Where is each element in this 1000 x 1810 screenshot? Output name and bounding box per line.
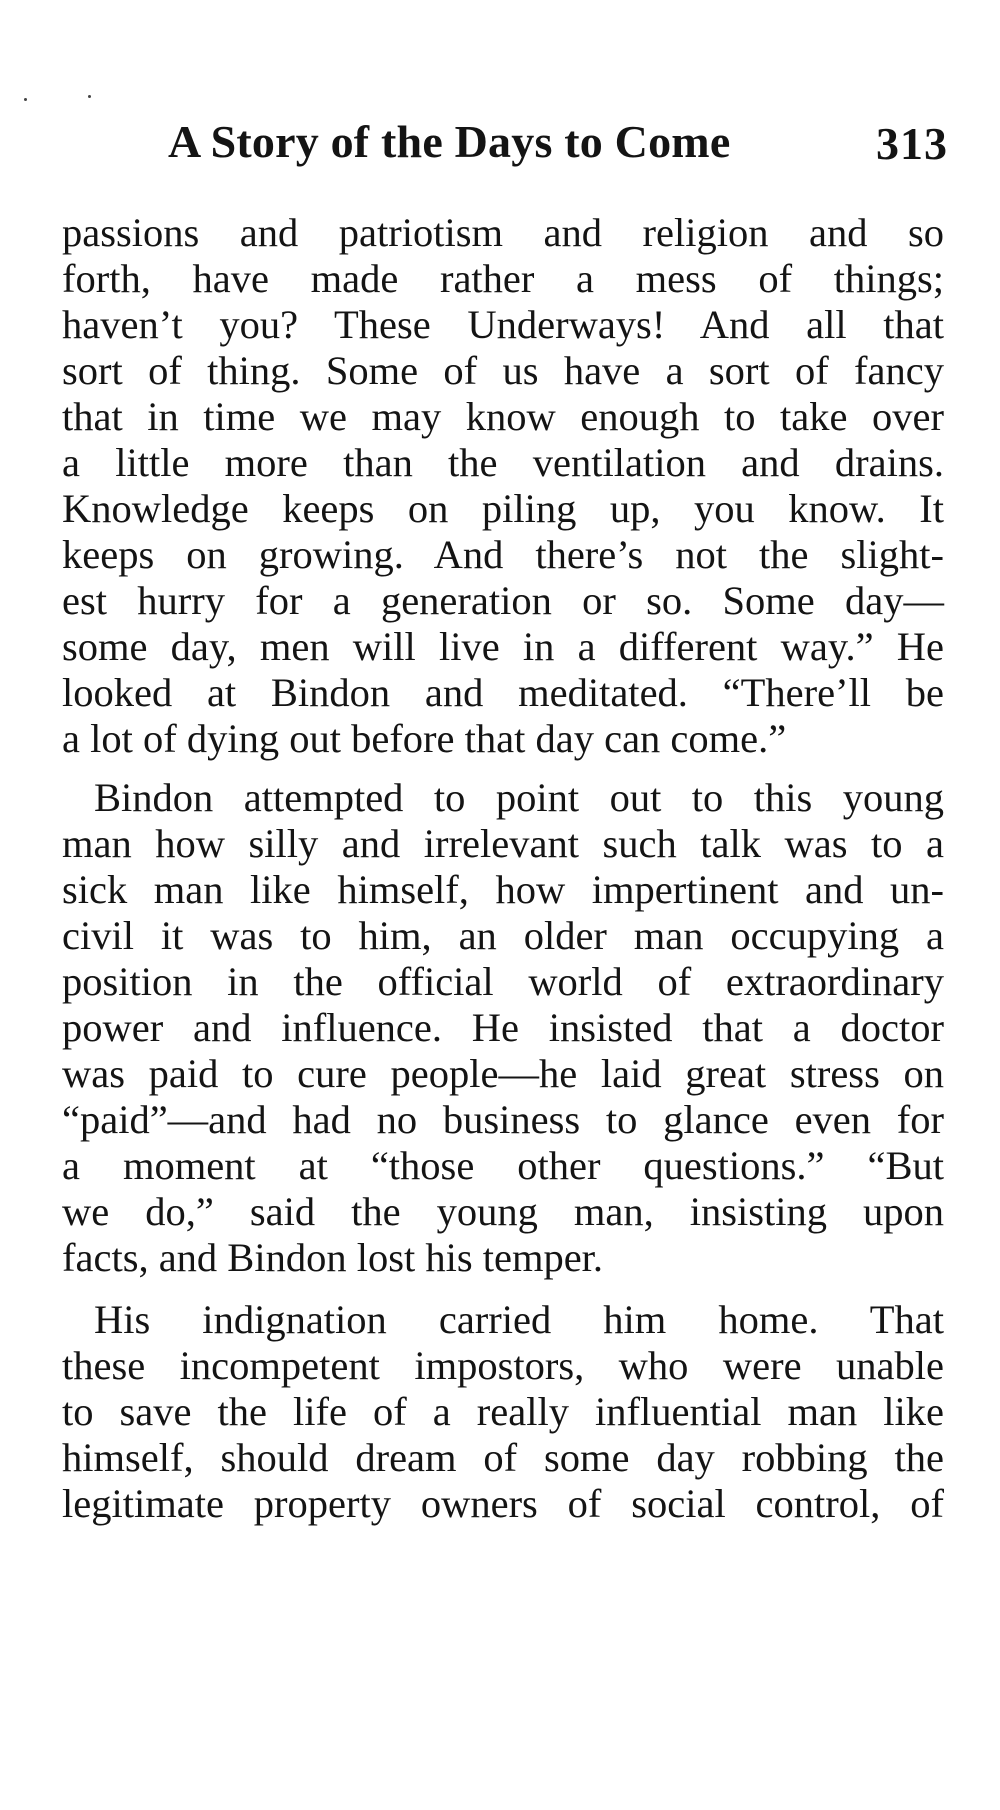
text-line: some day, men will live in a different way.” He [62, 624, 944, 669]
text-line: to save the life of a really influential man like [62, 1389, 944, 1434]
text-line: His indignation carried him home. That [94, 1297, 944, 1342]
text-line: a moment at “those other questions.” “But [62, 1143, 944, 1188]
text-line: man how silly and irrelevant such talk was to a [62, 821, 944, 866]
text-line: “paid”—and had no business to glance even for [62, 1097, 944, 1142]
print-speck [24, 98, 27, 101]
text-line: these incompetent impostors, who were unable [62, 1343, 944, 1388]
text-line: forth, have made rather a mess of things; [62, 256, 944, 301]
text-line: position in the official world of extraordinary [62, 959, 944, 1004]
text-line: civil it was to him, an older man occupying a [62, 913, 944, 958]
text-line: himself, should dream of some day robbing the [62, 1435, 944, 1480]
paragraph-1 [62, 210, 944, 762]
text-line: keeps on growing. And there’s not the slight- [62, 532, 944, 577]
text-line: facts, and Bindon lost his temper. [62, 1235, 604, 1280]
text-line: a little more than the ventilation and drains. [62, 440, 944, 485]
text-line: Knowledge keeps on piling up, you know. It [62, 486, 944, 531]
text-line: est hurry for a generation or so. Some day— [62, 578, 944, 623]
print-speck [88, 95, 91, 98]
running-head [168, 112, 948, 172]
text-line: we do,” said the young man, insisting upon [62, 1189, 944, 1234]
text-line: a lot of dying out before that day can come.” [62, 716, 787, 761]
text-line: haven’t you? These Underways! And all that [62, 302, 944, 347]
text-line: power and influence. He insisted that a doctor [62, 1005, 944, 1050]
text-line: sick man like himself, how impertinent and un- [62, 867, 944, 912]
text-line: passions and patriotism and religion and so [62, 210, 944, 255]
text-line: sort of thing. Some of us have a sort of fancy [62, 348, 944, 393]
text-line: that in time we may know enough to take over [62, 394, 944, 439]
running-head-title: A Story of the Days to Come [168, 116, 731, 167]
text-line: Bindon attempted to point out to this young [94, 775, 944, 820]
text-line: legitimate property owners of social control, of [62, 1481, 944, 1526]
paragraph-2 [62, 775, 944, 1281]
paragraph-3 [62, 1297, 944, 1527]
page-number: 313 [876, 118, 948, 169]
text-line: was paid to cure people—he laid great stress on [62, 1051, 944, 1096]
body-text [62, 210, 944, 1527]
text-line: looked at Bindon and meditated. “There’ll be [62, 670, 944, 715]
